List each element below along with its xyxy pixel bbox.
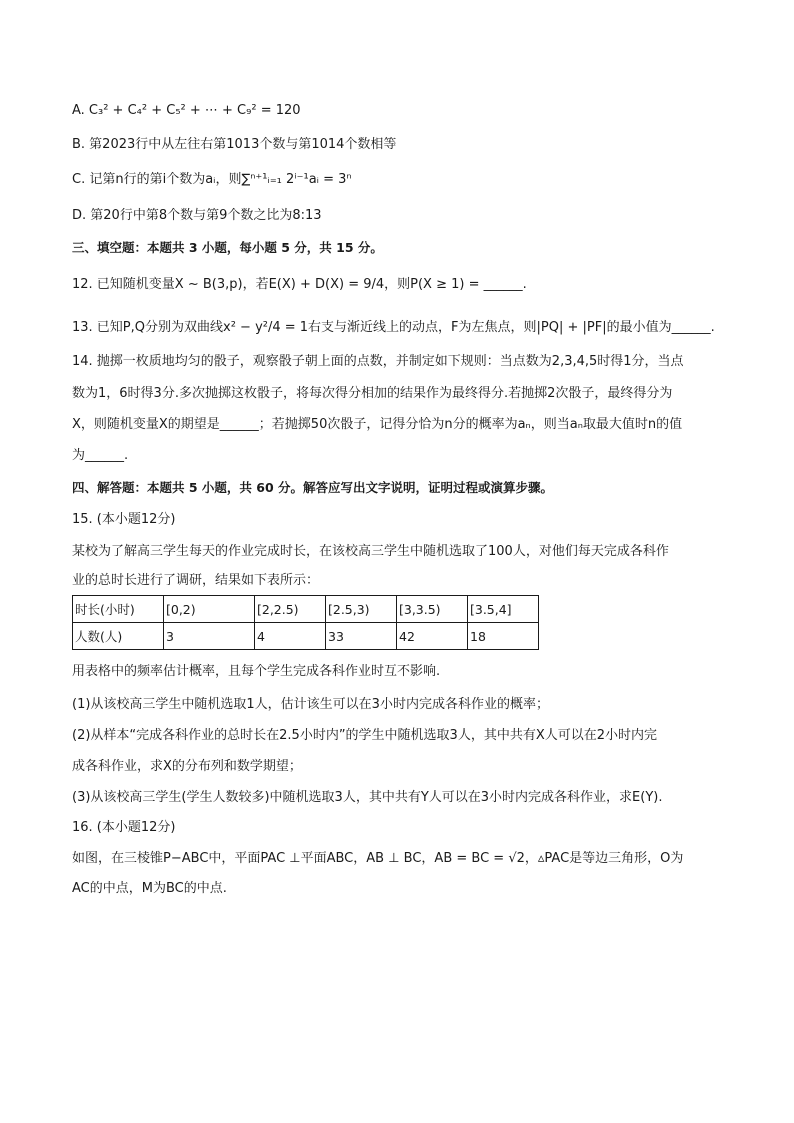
frequency-table: [72, 595, 539, 650]
question-15-part-1: (1)从该校高三学生中随机选取1人，估计该生可以在3小时内完成各科作业的概率；: [72, 697, 549, 712]
question-15-part-3: (3)从该校高三学生(学生人数较多)中随机选取3人，其中共有Y人可以在3小时内完成各科作业，求E(Y).: [72, 790, 663, 805]
table-cell-count: 3: [164, 623, 255, 650]
option-a: A. C₃² + C₄² + C₅² + ⋯ + C₉² = 120: [72, 103, 301, 118]
table-cell-interval: [2.5,3): [326, 596, 397, 623]
question-14-line-1: 14. 抛掷一枚质地均匀的骰子，观察骰子朝上面的点数，并制定如下规则：当点数为2,3,4,5时得1分，当点: [72, 354, 684, 369]
table-row-duration: [73, 596, 539, 623]
option-c: C. 记第n行的第i个数为aᵢ，则∑ⁿ⁺¹ᵢ₌₁ 2ⁱ⁻¹aᵢ = 3ⁿ: [72, 172, 352, 187]
question-15-note: 用表格中的频率估计概率，且每个学生完成各科作业时互不影响.: [72, 664, 441, 679]
table-cell-count: 42: [397, 623, 468, 650]
table-cell-count: 4: [255, 623, 326, 650]
question-16-line-2: AC的中点，M为BC的中点.: [72, 881, 227, 896]
section-3-title: 三、填空题：本题共 3 小题，每小题 5 分，共 15 分。: [72, 240, 383, 255]
table-header-count: 人数(人): [73, 623, 164, 650]
table-cell-interval: [3,3.5): [397, 596, 468, 623]
question-15-intro-line-1: 某校为了解高三学生每天的作业完成时长，在该校高三学生中随机选取了100人，对他们每天完成各科作: [72, 544, 669, 559]
section-4-title: 四、解答题：本题共 5 小题，共 60 分。解答应写出文字说明，证明过程或演算步骤。: [72, 480, 554, 495]
question-16-line-1: 如图，在三棱锥P−ABC中，平面PAC ⊥平面ABC，AB ⊥ BC，AB = BC = √2，▵PAC是等边三角形，O为: [72, 851, 684, 866]
table-cell-count: 18: [468, 623, 539, 650]
question-15-part-2-line-1: (2)从样本“完成各科作业的总时长在2.5小时内”的学生中随机选取3人，其中共有X人可以在2小时内完: [72, 728, 658, 743]
table-cell-interval: [3.5,4]: [468, 596, 539, 623]
question-16-header: 16. (本小题12分): [72, 820, 176, 835]
table-row-count: [73, 623, 539, 650]
question-12: 12. 已知随机变量X ~ B(3,p)，若E(X) + D(X) = 9/4，则P(X ≥ 1) = ______.: [72, 277, 527, 292]
question-14-line-3: X，则随机变量X的期望是______；若抛掷50次骰子，记得分恰为n分的概率为aₙ，则当aₙ取最大值时n的值: [72, 417, 683, 432]
question-15-part-2-line-2: 成各科作业，求X的分布列和数学期望；: [72, 759, 302, 774]
question-15-intro-line-2: 业的总时长进行了调研，结果如下表所示：: [72, 573, 320, 588]
table-header-duration: 时长(小时): [73, 596, 164, 623]
question-15-header: 15. (本小题12分): [72, 512, 176, 527]
option-b: B. 第2023行中从左往右第1013个数与第1014个数相等: [72, 137, 397, 152]
question-14-line-4: 为______.: [72, 448, 129, 463]
table-cell-interval: [0,2): [164, 596, 255, 623]
question-14-line-2: 数为1，6时得3分.多次抛掷这枚骰子，将每次得分相加的结果作为最终得分.若抛掷2次骰子，最终得分为: [72, 386, 673, 401]
question-13: 13. 已知P,Q分别为双曲线x² − y²/4 = 1右支与渐近线上的动点，F为左焦点，则|PQ| + |PF|的最小值为______.: [72, 320, 715, 335]
table-cell-interval: [2,2.5): [255, 596, 326, 623]
table-cell-count: 33: [326, 623, 397, 650]
option-d: D. 第20行中第8个数与第9个数之比为8:13: [72, 208, 322, 223]
